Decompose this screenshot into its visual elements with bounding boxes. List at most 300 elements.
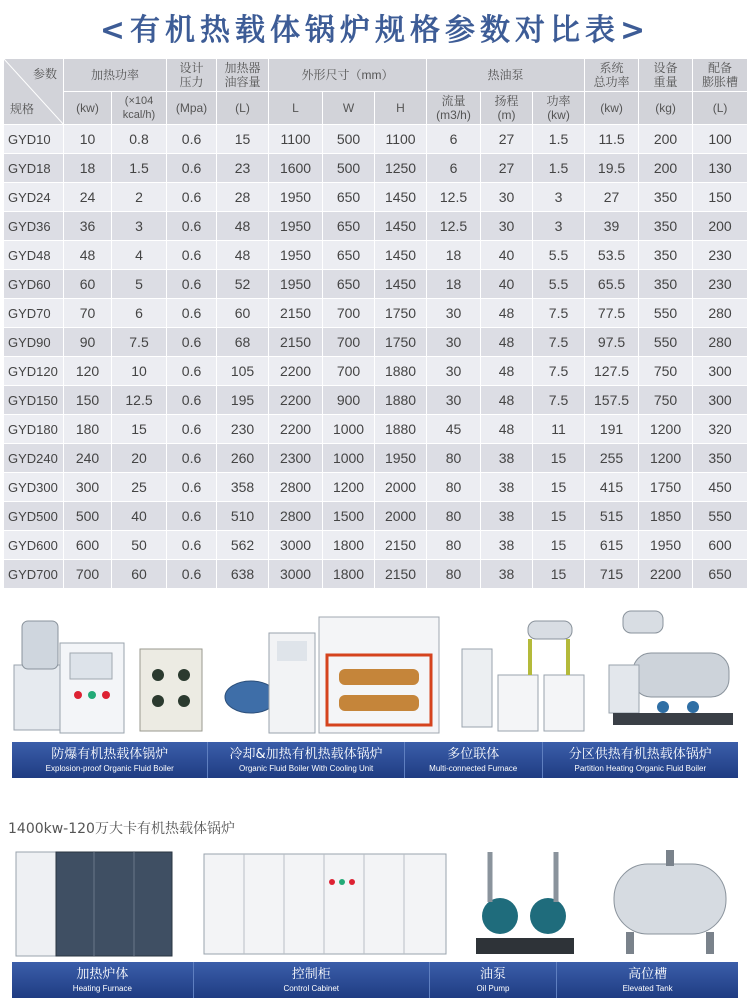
table-cell: 6	[427, 154, 481, 183]
table-row	[4, 241, 748, 270]
table-cell: 1800	[323, 560, 375, 589]
table-cell: 80	[427, 531, 481, 560]
table-cell: 36	[64, 212, 112, 241]
table-cell: 127.5	[585, 357, 639, 386]
table-row	[4, 560, 748, 589]
model-cell: GYD600	[4, 531, 64, 560]
table-cell: 1950	[269, 241, 323, 270]
table-cell: 30	[427, 328, 481, 357]
table-cell: 0.6	[167, 560, 217, 589]
table-cell: 3000	[269, 560, 323, 589]
table-row	[4, 183, 748, 212]
table-cell: 650	[323, 183, 375, 212]
table-cell: 39	[585, 212, 639, 241]
table-cell: 48	[481, 415, 533, 444]
table-cell: 2300	[269, 444, 323, 473]
header-design-pressure: 设计 压力	[167, 59, 217, 92]
control-cabinet-image	[200, 842, 450, 960]
table-cell: 11.5	[585, 125, 639, 154]
table-cell: 150	[693, 183, 748, 212]
table-cell: 50	[112, 531, 167, 560]
table-cell: 15	[112, 415, 167, 444]
table-cell: 130	[693, 154, 748, 183]
multi-connected-furnace-image	[458, 605, 588, 740]
header-kw: (kw)	[64, 92, 112, 125]
table-cell: 1880	[375, 415, 427, 444]
table-cell: 15	[533, 473, 585, 502]
table-cell: 2800	[269, 502, 323, 531]
table-cell: 1.5	[112, 154, 167, 183]
caption-zh: 多位联体	[447, 746, 500, 762]
header-heater-capacity: 加热器 油容量	[217, 59, 269, 92]
caption-multi-connected	[405, 742, 543, 778]
table-row	[4, 444, 748, 473]
table-cell: 750	[639, 357, 693, 386]
table-cell: 3	[112, 212, 167, 241]
table-cell: 2000	[375, 502, 427, 531]
table-cell: 600	[693, 531, 748, 560]
explosion-proof-boiler-image	[8, 605, 208, 740]
table-cell: 300	[693, 386, 748, 415]
caption-oil-pump	[430, 962, 558, 998]
header-weight: 设备 重量	[639, 59, 693, 92]
table-cell: 48	[481, 357, 533, 386]
caption-en: Explosion-proof Organic Fluid Boiler	[45, 763, 174, 773]
table-cell: 15	[217, 125, 269, 154]
header-flow: 流量 (m3/h)	[427, 92, 481, 125]
table-cell: 48	[481, 299, 533, 328]
table-cell: 0.6	[167, 444, 217, 473]
table-cell: 1450	[375, 270, 427, 299]
table-cell: 0.6	[167, 531, 217, 560]
table-cell: 48	[217, 241, 269, 270]
caption-partition-heating	[543, 742, 738, 778]
table-cell: 2150	[269, 299, 323, 328]
table-cell: 0.6	[167, 270, 217, 299]
table-cell: 27	[481, 154, 533, 183]
table-cell: 1850	[639, 502, 693, 531]
table-cell: 300	[64, 473, 112, 502]
table-cell: 180	[64, 415, 112, 444]
table-cell: 38	[481, 560, 533, 589]
table-cell: 415	[585, 473, 639, 502]
table-cell: 25	[112, 473, 167, 502]
table-row	[4, 212, 748, 241]
table-cell: 1750	[375, 299, 427, 328]
table-row	[4, 299, 748, 328]
table-cell: 2800	[269, 473, 323, 502]
model-cell: GYD24	[4, 183, 64, 212]
table-cell: 1000	[323, 415, 375, 444]
table-cell: 120	[64, 357, 112, 386]
table-cell: 350	[639, 241, 693, 270]
caption-zh: 防爆有机热载体锅炉	[51, 746, 169, 762]
caption-zh: 高位槽	[628, 966, 668, 982]
table-cell: 38	[481, 502, 533, 531]
table-cell: 240	[64, 444, 112, 473]
caption-control-cabinet	[194, 962, 430, 998]
table-cell: 48	[64, 241, 112, 270]
table-cell: 19.5	[585, 154, 639, 183]
table-cell: 200	[639, 125, 693, 154]
table-cell: 30	[481, 212, 533, 241]
table-cell: 48	[481, 386, 533, 415]
header-head: 扬程 (m)	[481, 92, 533, 125]
table-cell: 200	[693, 212, 748, 241]
table-cell: 0.6	[167, 386, 217, 415]
table-cell: 2200	[269, 415, 323, 444]
caption-elevated-tank	[557, 962, 738, 998]
table-cell: 38	[481, 473, 533, 502]
table-cell: 600	[64, 531, 112, 560]
header-tank: 配备 膨胀槽	[693, 59, 748, 92]
table-row	[4, 125, 748, 154]
caption-zh: 油泵	[479, 966, 506, 982]
table-cell: 70	[64, 299, 112, 328]
caption-zh: 加热炉体	[76, 966, 129, 982]
caption-heating-furnace	[12, 962, 194, 998]
caption-band-top	[12, 742, 738, 778]
table-cell: 550	[693, 502, 748, 531]
table-cell: 650	[323, 270, 375, 299]
table-cell: 230	[693, 241, 748, 270]
table-cell: 280	[693, 328, 748, 357]
table-cell: 0.6	[167, 212, 217, 241]
cooling-heating-boiler-image	[223, 605, 443, 740]
table-cell: 5	[112, 270, 167, 299]
table-cell: 0.6	[167, 125, 217, 154]
table-cell: 40	[481, 270, 533, 299]
table-cell: 1.5	[533, 154, 585, 183]
table-cell: 18	[427, 270, 481, 299]
model-cell: GYD60	[4, 270, 64, 299]
table-cell: 1880	[375, 386, 427, 415]
table-cell: 60	[64, 270, 112, 299]
table-cell: 562	[217, 531, 269, 560]
caption-en: Elevated Tank	[622, 983, 673, 993]
header-system-power: 系统 总功率	[585, 59, 639, 92]
table-cell: 5.5	[533, 270, 585, 299]
table-cell: 18	[64, 154, 112, 183]
table-cell: 500	[64, 502, 112, 531]
table-cell: 515	[585, 502, 639, 531]
table-row	[4, 357, 748, 386]
table-cell: 1950	[639, 531, 693, 560]
caption-explosion-proof	[12, 742, 208, 778]
table-row	[4, 502, 748, 531]
table-cell: 7.5	[533, 299, 585, 328]
table-cell: 1950	[375, 444, 427, 473]
table-cell: 0.6	[167, 328, 217, 357]
caption-en: Control Cabinet	[283, 983, 340, 993]
table-cell: 1250	[375, 154, 427, 183]
table-cell: 40	[112, 502, 167, 531]
heating-furnace-image	[10, 842, 180, 960]
table-row	[4, 473, 748, 502]
page-title: <有机热载体锅炉规格参数对比表>	[99, 13, 651, 48]
spec-table	[3, 58, 748, 589]
table-cell: 2150	[269, 328, 323, 357]
table-cell: 1450	[375, 183, 427, 212]
table-cell: 11	[533, 415, 585, 444]
table-cell: 230	[217, 415, 269, 444]
model-cell: GYD700	[4, 560, 64, 589]
table-cell: 12.5	[427, 183, 481, 212]
table-cell: 38	[481, 444, 533, 473]
table-cell: 700	[323, 328, 375, 357]
table-cell: 4	[112, 241, 167, 270]
table-cell: 27	[585, 183, 639, 212]
model-cell: GYD10	[4, 125, 64, 154]
table-cell: 2200	[639, 560, 693, 589]
table-cell: 1200	[639, 444, 693, 473]
table-row	[4, 270, 748, 299]
table-cell: 191	[585, 415, 639, 444]
elevated-tank-image	[600, 842, 740, 960]
table-cell: 0.6	[167, 357, 217, 386]
header-liter: (L)	[217, 92, 269, 125]
table-cell: 60	[217, 299, 269, 328]
table-cell: 615	[585, 531, 639, 560]
table-cell: 2200	[269, 386, 323, 415]
table-cell: 450	[693, 473, 748, 502]
caption-en: Oil Pump	[476, 983, 510, 993]
table-cell: 550	[639, 299, 693, 328]
header-sys-power-unit: (kw)	[585, 92, 639, 125]
table-cell: 1950	[269, 212, 323, 241]
table-cell: 77.5	[585, 299, 639, 328]
caption-band-bottom	[12, 962, 738, 998]
table-cell: 358	[217, 473, 269, 502]
table-cell: 105	[217, 357, 269, 386]
table-cell: 15	[533, 502, 585, 531]
header-W: W	[323, 92, 375, 125]
oil-pump-image	[470, 842, 580, 960]
table-cell: 230	[693, 270, 748, 299]
table-cell: 30	[427, 299, 481, 328]
table-cell: 0.8	[112, 125, 167, 154]
model-cell: GYD180	[4, 415, 64, 444]
table-cell: 550	[639, 328, 693, 357]
table-cell: 10	[112, 357, 167, 386]
table-cell: 24	[64, 183, 112, 212]
table-cell: 80	[427, 473, 481, 502]
spec-table-body	[4, 125, 748, 589]
header-heating-power: 加热功率	[64, 59, 167, 92]
table-cell: 1600	[269, 154, 323, 183]
table-cell: 7.5	[533, 386, 585, 415]
table-cell: 157.5	[585, 386, 639, 415]
table-cell: 52	[217, 270, 269, 299]
table-cell: 700	[323, 299, 375, 328]
table-cell: 280	[693, 299, 748, 328]
table-cell: 80	[427, 560, 481, 589]
table-cell: 1200	[639, 415, 693, 444]
table-cell: 510	[217, 502, 269, 531]
table-row	[4, 415, 748, 444]
table-cell: 3	[533, 183, 585, 212]
header-kcal: (×104 kcal/h)	[112, 92, 167, 125]
table-cell: 2	[112, 183, 167, 212]
table-row	[4, 154, 748, 183]
caption-zh: 控制柜	[291, 966, 331, 982]
table-cell: 1500	[323, 502, 375, 531]
header-tank-unit: (L)	[693, 92, 748, 125]
table-cell: 5.5	[533, 241, 585, 270]
table-cell: 0.6	[167, 241, 217, 270]
table-cell: 18	[427, 241, 481, 270]
table-cell: 1800	[323, 531, 375, 560]
section-subtitle: 1400kw-120万大卡有机热载体锅炉	[8, 821, 235, 837]
table-cell: 715	[585, 560, 639, 589]
product-photos-top	[0, 598, 750, 740]
model-cell: GYD500	[4, 502, 64, 531]
table-cell: 2200	[269, 357, 323, 386]
table-cell: 638	[217, 560, 269, 589]
table-cell: 500	[323, 154, 375, 183]
table-cell: 65.5	[585, 270, 639, 299]
caption-zh: 冷却&加热有机热载体锅炉	[229, 746, 383, 762]
header-param-label: 参数	[32, 67, 57, 81]
caption-en: Heating Furnace	[72, 983, 132, 993]
header-dimensions: 外形尺寸（mm）	[269, 59, 427, 92]
table-cell: 15	[533, 560, 585, 589]
table-cell: 300	[693, 357, 748, 386]
table-cell: 150	[64, 386, 112, 415]
table-cell: 0.6	[167, 415, 217, 444]
header-L: L	[269, 92, 323, 125]
table-cell: 350	[639, 183, 693, 212]
table-cell: 0.6	[167, 473, 217, 502]
caption-en: Multi-connected Furnace	[429, 763, 518, 773]
header-pump-power: 功率 (kw)	[533, 92, 585, 125]
table-cell: 0.6	[167, 183, 217, 212]
table-row	[4, 531, 748, 560]
table-cell: 80	[427, 502, 481, 531]
table-cell: 650	[693, 560, 748, 589]
table-cell: 1200	[323, 473, 375, 502]
table-cell: 2150	[375, 560, 427, 589]
caption-cooling-heating	[208, 742, 404, 778]
table-cell: 48	[481, 328, 533, 357]
table-cell: 1950	[269, 270, 323, 299]
table-cell: 1750	[639, 473, 693, 502]
table-cell: 20	[112, 444, 167, 473]
header-H: H	[375, 92, 427, 125]
table-row	[4, 328, 748, 357]
table-cell: 15	[533, 444, 585, 473]
table-cell: 650	[323, 212, 375, 241]
table-cell: 45	[427, 415, 481, 444]
table-cell: 0.6	[167, 502, 217, 531]
table-cell: 100	[693, 125, 748, 154]
model-cell: GYD48	[4, 241, 64, 270]
table-cell: 350	[639, 212, 693, 241]
table-cell: 60	[112, 560, 167, 589]
table-cell: 97.5	[585, 328, 639, 357]
table-cell: 28	[217, 183, 269, 212]
table-cell: 12.5	[427, 212, 481, 241]
table-cell: 6	[427, 125, 481, 154]
table-cell: 1100	[269, 125, 323, 154]
table-row	[4, 386, 748, 415]
caption-en: Partition Heating Organic Fluid Boiler	[574, 763, 707, 773]
table-cell: 15	[533, 531, 585, 560]
table-cell: 2150	[375, 531, 427, 560]
table-cell: 12.5	[112, 386, 167, 415]
table-cell: 750	[639, 386, 693, 415]
title-bar	[0, 0, 750, 54]
table-cell: 7.5	[533, 357, 585, 386]
model-cell: GYD18	[4, 154, 64, 183]
table-cell: 10	[64, 125, 112, 154]
table-cell: 7.5	[112, 328, 167, 357]
table-cell: 48	[217, 212, 269, 241]
model-cell: GYD36	[4, 212, 64, 241]
table-cell: 320	[693, 415, 748, 444]
model-cell: GYD70	[4, 299, 64, 328]
table-cell: 1.5	[533, 125, 585, 154]
model-cell: GYD150	[4, 386, 64, 415]
table-cell: 255	[585, 444, 639, 473]
table-cell: 2000	[375, 473, 427, 502]
table-cell: 700	[64, 560, 112, 589]
header-weight-unit: (kg)	[639, 92, 693, 125]
table-cell: 195	[217, 386, 269, 415]
table-cell: 1100	[375, 125, 427, 154]
table-cell: 23	[217, 154, 269, 183]
model-cell: GYD90	[4, 328, 64, 357]
table-cell: 260	[217, 444, 269, 473]
table-cell: 53.5	[585, 241, 639, 270]
table-cell: 1880	[375, 357, 427, 386]
header-mpa: (Mpa)	[167, 92, 217, 125]
table-cell: 3000	[269, 531, 323, 560]
table-cell: 350	[693, 444, 748, 473]
partition-heating-boiler-image	[603, 605, 743, 740]
header-pump: 热油泵	[427, 59, 585, 92]
table-cell: 3	[533, 212, 585, 241]
table-cell: 200	[639, 154, 693, 183]
caption-en: Organic Fluid Boiler With Cooling Unit	[238, 763, 374, 773]
table-cell: 0.6	[167, 299, 217, 328]
table-cell: 900	[323, 386, 375, 415]
table-cell: 650	[323, 241, 375, 270]
table-cell: 1450	[375, 241, 427, 270]
table-cell: 30	[427, 357, 481, 386]
model-cell: GYD240	[4, 444, 64, 473]
table-cell: 6	[112, 299, 167, 328]
table-cell: 30	[427, 386, 481, 415]
table-cell: 30	[481, 183, 533, 212]
table-cell: 350	[639, 270, 693, 299]
table-cell: 500	[323, 125, 375, 154]
header-diagonal-cell	[4, 59, 64, 125]
table-cell: 1950	[269, 183, 323, 212]
caption-zh: 分区供热有机热载体锅炉	[568, 746, 712, 762]
model-cell: GYD300	[4, 473, 64, 502]
table-cell: 68	[217, 328, 269, 357]
table-cell: 90	[64, 328, 112, 357]
table-cell: 700	[323, 357, 375, 386]
table-cell: 1000	[323, 444, 375, 473]
table-cell: 1750	[375, 328, 427, 357]
table-cell: 1450	[375, 212, 427, 241]
model-cell: GYD120	[4, 357, 64, 386]
table-cell: 38	[481, 531, 533, 560]
table-cell: 0.6	[167, 154, 217, 183]
product-photos-bottom	[0, 840, 750, 960]
